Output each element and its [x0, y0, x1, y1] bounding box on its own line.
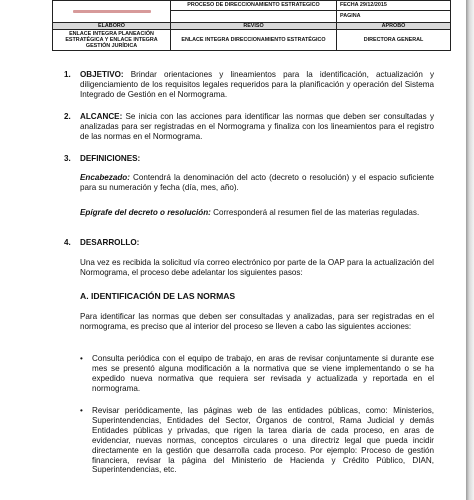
page-edge-shadow [466, 0, 474, 500]
bullet-marker: • [80, 354, 83, 363]
header-col-aprobo: APROBÓ [337, 23, 451, 30]
header-process-title: PROCESO DE DIRECCIONAMIENTO ESTRATEGICO [171, 1, 337, 11]
subsection-heading-identificacion: A. IDENTIFICACIÓN DE LAS NORMAS [80, 291, 236, 301]
definition-term-encabezado: Encabezado: [80, 173, 130, 182]
section-objetivo [80, 70, 434, 100]
header-reviso-value: ENLACE INTEGRA DIRECCIONAMIENTO ESTRATÉGICO [171, 30, 337, 51]
section-number-definiciones: 3. [64, 154, 71, 163]
header-aprobo-value: DIRECTORA GENERAL [337, 30, 451, 51]
header-col-elaboro: ELABORÓ [53, 23, 171, 30]
section-heading-alcance: ALCANCE: [80, 112, 123, 121]
section-heading-objetivo: OBJETIVO: [80, 70, 124, 79]
identificacion-paragraph: Para identificar las normas que deben ser consultadas y analizadas, para ser registradas en el normograma, es preciso que al interior del proceso se lleven a cabo las siguientes acciones: [80, 312, 434, 331]
section-text-alcance: Se inicia con las acciones para identificar las normas que deben ser consultadas y analizadas para ser registradas en el Normograma y finaliza con los lineamientos para el registro de las normas en el Normograma. [80, 112, 435, 141]
section-heading-desarrollo: DESARROLLO: [80, 238, 140, 247]
logo-image [73, 10, 151, 13]
header-logo-cell [53, 1, 171, 23]
header-page: PAGINA [337, 11, 451, 23]
bullet-marker: • [80, 406, 83, 415]
definition-epigrafe [80, 208, 434, 218]
definition-term-epigrafe: Epígrafe del decreto o resolución: [80, 208, 211, 217]
section-heading-definiciones: DEFINICIONES: [80, 154, 141, 163]
header-col-reviso: REVISÓ [171, 23, 337, 30]
definition-text-encabezado: Contendrá la denominación del acto (decreto o resolución) y el espacio suficiente para su numeración y fecha (día, mes, año). [80, 173, 435, 192]
section-number-objetivo: 1. [64, 70, 71, 79]
section-number-desarrollo: 4. [64, 238, 71, 247]
desarrollo-intro: Una vez es recibida la solicitud vía correo electrónico por parte de la OAP para la actualización del Normograma, el proceso debe adelantar los siguientes pasos: [80, 258, 434, 277]
section-number-alcance: 2. [64, 112, 71, 121]
header-date: FECHA 29/12/2015 [337, 1, 451, 11]
section-text-objetivo: Brindar orientaciones y lineamientos para la identificación, actualización y diligenciamiento de los requisitos legales requeridos para la planificación y operación del Sistema Integrado de Gestión en el Normograma. [80, 70, 435, 99]
list-item: Revisar periódicamente, las páginas web de las entidades públicas, como: Ministerios, Superintendencias, Entidades del Sector, Órganos de control, Rama Judicial y demás Entidades públicas y privadas, que rigen la tarea diaria de cada proceso, en aras de evidenciar, nuevas normas, conceptos circulares o una directriz legal que pueda incidir directamente en la gestión que desarrolla cada proceso. Por ejemplo: Proceso de gestión financiera, revisar la página del Ministerio de Hacienda y Crédito Público, DIAN, Superintendencias, etc. [92, 406, 434, 475]
list-item: Consulta periódica con el equipo de trabajo, en aras de revisar conjuntamente si durante ese mes se presentó alguna modificación a la normativa que se viene implementando o se ha expedido nueva normativa que requiera ser revisada y actualizada y reportada en el normograma. [92, 354, 434, 393]
header-blank-cell [171, 11, 337, 23]
section-alcance [80, 112, 434, 142]
definition-encabezado [80, 173, 434, 193]
document-header-table [52, 0, 451, 51]
definition-text-epigrafe: Corresponderá al resumen fiel de las materias reguladas. [213, 208, 420, 217]
header-elaboro-value: ENLACE INTEGRA PLANEACIÓN ESTRATÉGICA Y ENLACE INTEGRA GESTIÓN JURÍDICA [53, 30, 171, 51]
